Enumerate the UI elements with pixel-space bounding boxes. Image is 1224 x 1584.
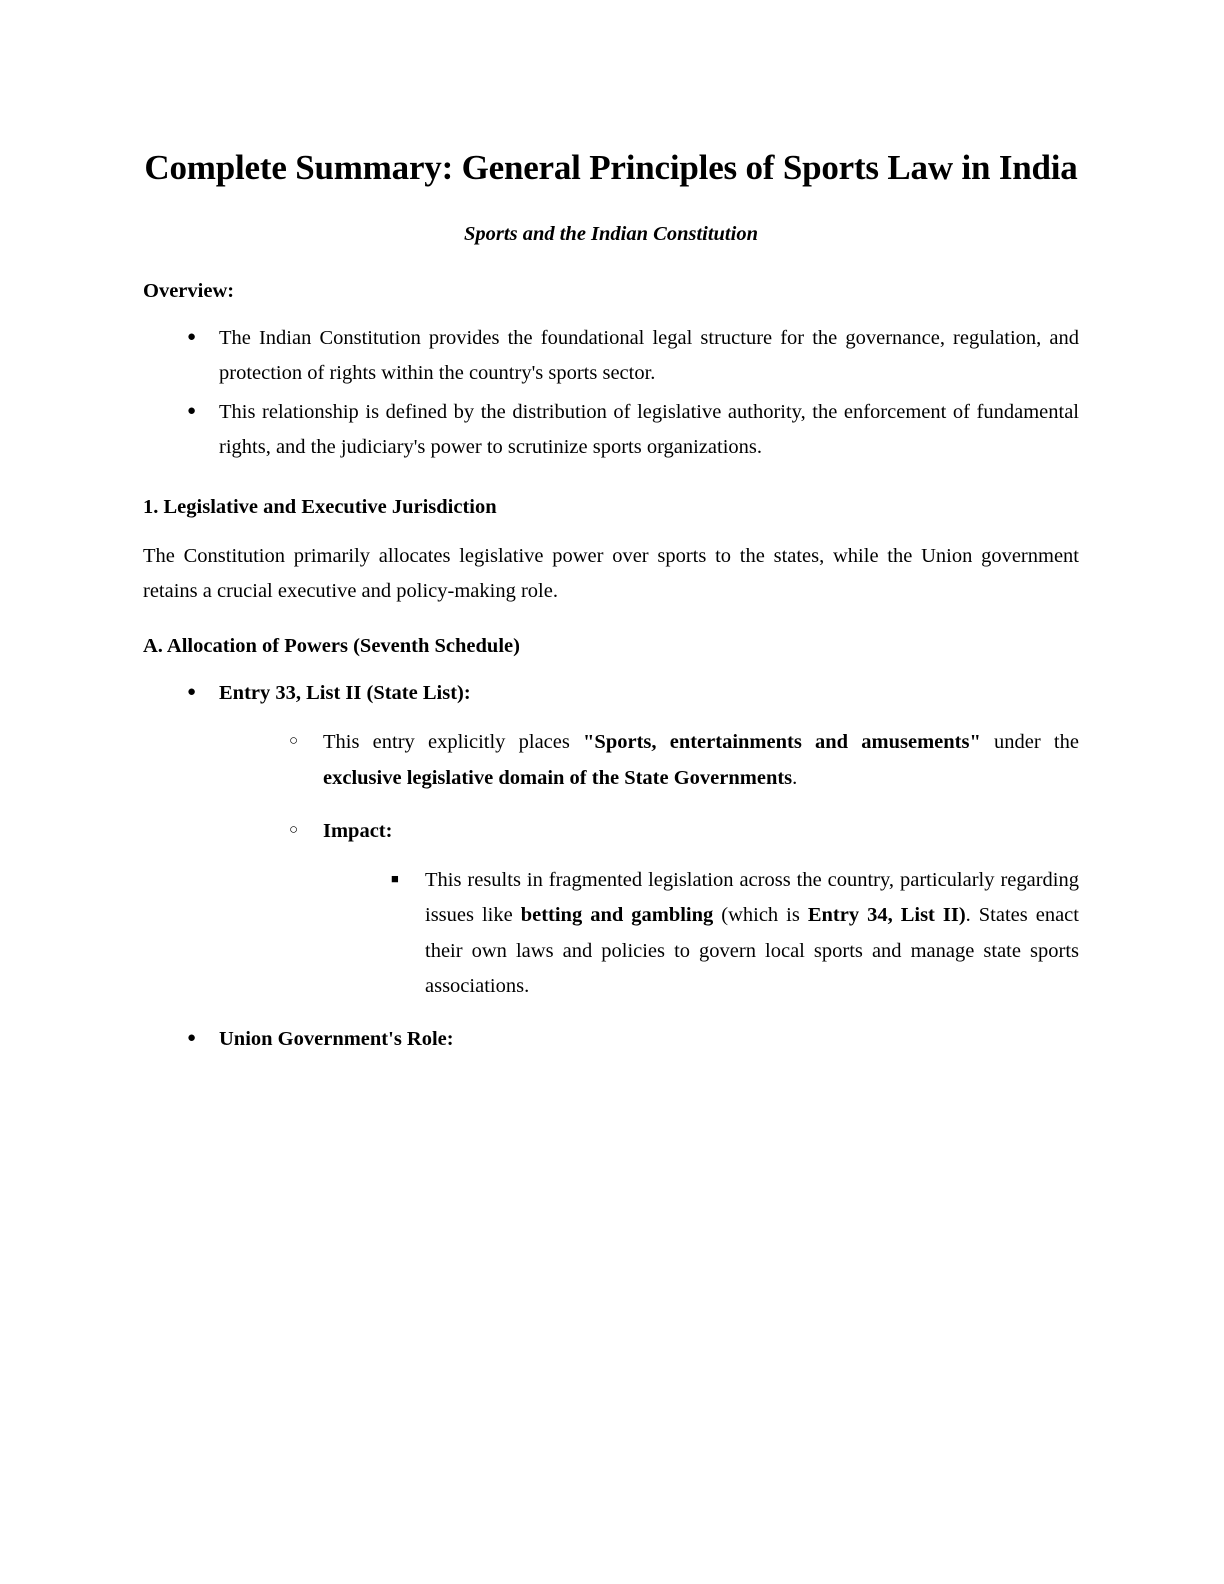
list-item-union-role	[187, 1022, 1079, 1057]
powers-bullet-list	[143, 676, 1079, 1057]
subsection-a-heading: A. Allocation of Powers (Seventh Schedule)	[143, 635, 520, 658]
entry-33-detail-suffix: .	[792, 766, 798, 789]
impact-text-2: (which is	[713, 904, 808, 927]
impact-text-1: This results in fragmented legislation across the country, particularly regarding issues like	[425, 869, 1079, 927]
impact-label: Impact:	[323, 819, 393, 842]
union-role-label: Union Government's Role:	[219, 1028, 454, 1051]
page-title: Complete Summary: General Principles of Sports Law in India	[144, 148, 1078, 187]
entry-33-detail-prefix: This entry explicitly places	[323, 731, 584, 754]
impact-bold-1: betting and gambling	[520, 904, 714, 927]
list-item: ● The Indian Constitution provides the foundational legal structure for the governance, regulation, and protection of rights within the country's sports sector.	[187, 321, 1079, 392]
impact-bold-2: Entry 34, List II)	[807, 904, 966, 927]
document-subtitle: Sports and the Indian Constitution	[464, 222, 758, 245]
section-1-intro: The Constitution primarily allocates legislative power over sports to the states, while the Union government retains a crucial executive and policy-making role.	[143, 544, 1079, 602]
list-item-entry-33-detail	[289, 725, 1079, 796]
entry-33-detail-quote: "Sports, entertainments and amusements"	[583, 731, 981, 754]
list-item-impact	[289, 814, 1079, 1004]
entry-33-detail-bold2: exclusive legislative domain of the State Governments	[323, 766, 793, 789]
entry-33-label: Entry 33, List II (State List):	[219, 682, 471, 705]
list-item: ● This relationship is defined by the distribution of legislative authority, the enforcement of fundamental rights, and the judiciary's power to scrutinize sports organizations.	[187, 395, 1079, 466]
impact-text-3: . States enact their own laws and policies to govern local sports and manage state sports associations.	[425, 904, 1079, 997]
entry-33-sub-list	[219, 725, 1079, 1004]
overview-heading: Overview:	[143, 279, 235, 302]
impact-sub-list	[323, 863, 1079, 1004]
overview-bullet-list	[143, 321, 1079, 466]
section-1-heading: 1. Legislative and Executive Jurisdiction	[143, 495, 497, 518]
list-item-impact-detail	[391, 863, 1079, 1004]
entry-33-detail-mid: under the	[980, 731, 1079, 754]
list-item-entry-33	[187, 676, 1079, 1004]
